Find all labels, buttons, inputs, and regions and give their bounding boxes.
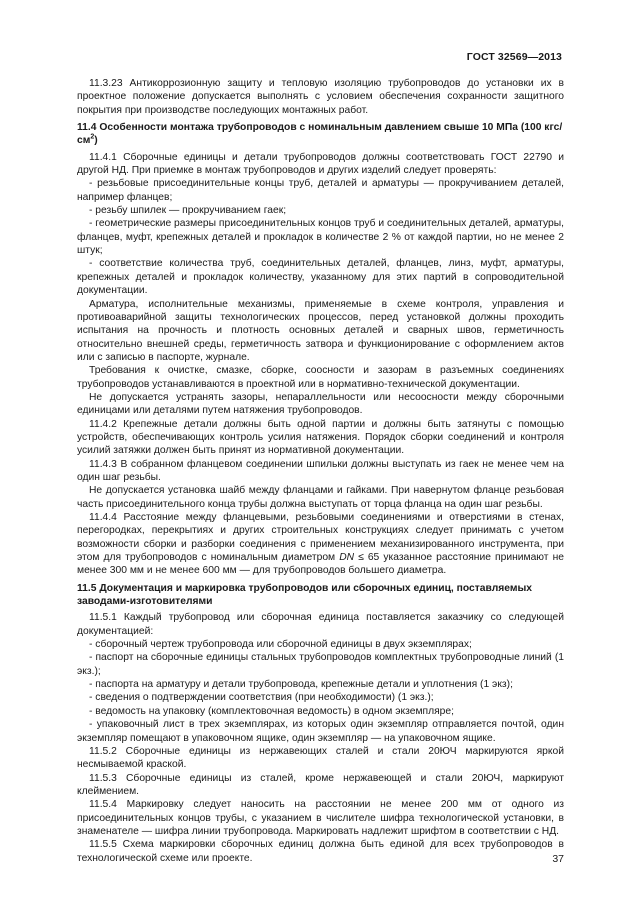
list-item: - резьбовые присоединительные концы труб, деталей и арматуры — прокручиванием деталей, например фланцев; xyxy=(77,178,564,203)
paragraph-11-3-23: 11.3.23 Антикоррозионную защиту и тепловую изоляцию трубопроводов до установки их в проектное положение допускается выполнять с условием обеспечения сохранности защитного покрытия при производстве последующих монтажных работ. xyxy=(77,78,564,116)
section-heading-11-5: 11.5 Документация и маркировка трубопроводов или сборочных единиц, поставляемых заводами-изготовителями xyxy=(77,582,532,608)
paragraph-11-4-1: 11.4.1 Сборочные единицы и детали трубопроводов должны соответствовать ГОСТ 22790 и другой НД. При приемке в монтаж трубопроводов и других изделий следует проверять: xyxy=(77,151,564,177)
paragraph-11-4-4 xyxy=(77,511,564,578)
list-item: - сведения о подтверждении соответствия (при необходимости) (1 экз.); xyxy=(89,692,434,704)
paragraph-11-5-4: 11.5.4 Маркировку следует наносить на расстоянии не менее 200 мм от одного из присоединительных концов трубы, с указанием в числителе шифра технологической установки, в знаменателе — шифра линии трубопровода. Маркировать надлежит шрифтом в соответствии с НД. xyxy=(77,799,564,837)
standard-header: ГОСТ 32569—2013 xyxy=(466,51,562,63)
paragraph-11-4-3: 11.4.3 В собранном фланцевом соединении шпильки должны выступать из гаек не менее чем на один шаг резьбы. xyxy=(77,458,564,483)
paragraph-washers: Не допускается установка шайб между фланцами и гайками. При навернутом фланце резьбовая часть присоединительного конца трубы должна выступать от торца фланца на один шаг резьбы. xyxy=(77,485,564,510)
list-item: - ведомость на упаковку (комплектовочная ведомость) в одном экземпляре; xyxy=(89,705,454,717)
paragraph-11-5-2: 11.5.2 Сборочные единицы из нержавеющих сталей и стали 20ЮЧ маркируются яркой несмываемой краской. xyxy=(77,745,564,771)
paragraph-11-5-5: 11.5.5 Схема маркировки сборочных единиц должна быть единой для всех трубопроводов в технологической схеме или проекте. xyxy=(77,839,564,864)
list-item: - резьбу шпилек — прокручиванием гаек; xyxy=(89,205,287,217)
section-heading-11-4 xyxy=(77,121,564,148)
heading-text: 11.4 Особенности монтажа трубопроводов с номинальным давлением свыше 10 МПа (100 кгс/см xyxy=(77,122,563,147)
heading-text-end: ) xyxy=(94,135,98,147)
paragraph-11-4-2: 11.4.2 Крепежные детали должны быть одной партии и должны быть затянуты с помощью устройств, обеспечивающих контроль усилия натяжения. Порядок сборки соединений и контроля усилий затяжки должен быть принят из нормативной документации. xyxy=(77,418,564,457)
list-item: - геометрические размеры присоединительных концов труб и соединительных деталей, арматуры, фланцев, муфт, крепежных деталей и прокладок в количестве 2 % от каждой партии, но не менее 2 штук; xyxy=(77,218,564,257)
superscript: 2 xyxy=(90,133,95,141)
paragraph-11-5-3: 11.5.3 Сборочные единицы из сталей, кроме нержавеющей и стали 20ЮЧ, маркируют клеймением. xyxy=(77,772,564,797)
dn-symbol: DN xyxy=(339,552,355,564)
paragraph-11-5-1: 11.5.1 Каждый трубопровод или сборочная единица поставляется заказчику со следующей документацией: xyxy=(77,612,564,637)
paragraph-prohibition: Не допускается устранять зазоры, непараллельности или несоосности между сборочными единицами или деталями путем натяжения трубопроводов. xyxy=(77,391,564,417)
paragraph-requirements: Требования к очистке, смазке, сборке, соосности и зазорам в разъемных соединениях трубопроводов устанавливаются в проектной или в нормативно-технической документации. xyxy=(77,365,564,390)
document-body xyxy=(77,77,564,865)
text-part: 11.4.4 Расстояние между фланцевыми, резьбовыми соединениями и отверстиями в стенах, перегородках, перекрытиях и других строительных конструкциях следует принимать с учетом возможности сборки и разборки соединения с применением механизированного инструмента, при этом для трубопроводов с номинальным диаметром xyxy=(77,512,564,564)
list-item: - соответствие количества труб, соединительных деталей, фланцев, линз, муфт, арматуры, крепежных деталей и прокладок количеству, указанному для этих партий в сопроводительной документации. xyxy=(77,258,564,297)
text-part: ≤ 65 указанное расстояние принимают не менее 300 мм и не менее 600 мм — для трубопроводов большего диаметра. xyxy=(77,552,564,577)
list-item: - паспорта на арматуру и детали трубопровода, крепежные детали и уплотнения (1 экз); xyxy=(89,679,513,691)
list-item: - сборочный чертеж трубопровода или сборочной единицы в двух экземплярах; xyxy=(89,639,472,651)
list-item: - упаковочный лист в трех экземплярах, из которых один экземпляр отправляется почтой, один экземпляр помещают в упаковочном ящике, один экземпляр — на упаковочном ящике. xyxy=(77,719,564,744)
page-number: 37 xyxy=(552,853,564,865)
list-item: - паспорт на сборочные единицы стальных трубопроводов комплектных трубопроводные линий (1 экз.); xyxy=(77,652,564,677)
paragraph-armature: Арматура, исполнительные механизмы, применяемые в схеме контроля, управления и противоаварийной защиты технологических процессов, перед установкой должны проходить испытания на прочность и плотность основных деталей и сварных швов, герметичность относительно внешней среды, герметичность затвора и функционирование с оформлением актов или с записью в паспорте, журнале. xyxy=(77,298,564,363)
